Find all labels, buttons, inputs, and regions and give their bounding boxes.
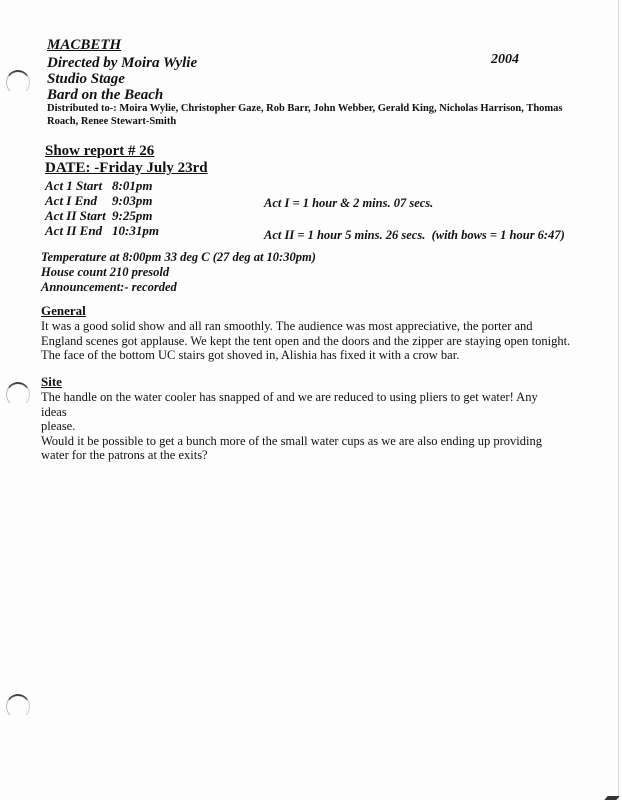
time-label: Act 1 Start [45, 178, 103, 193]
time-value: 9:03pm [112, 193, 153, 208]
house-count: House count 210 presold [41, 265, 170, 279]
act1-duration: Act I = 1 hour & 2 mins. 07 secs. [264, 196, 434, 210]
director-line: Directed by Moira Wylie [47, 55, 198, 71]
show-info [41, 250, 316, 295]
general-section [41, 303, 601, 363]
time-value: 8:01pm [112, 178, 153, 193]
body-line: The handle on the water cooler has snapped of and we are reduced to using pliers to get water! Any ideas [41, 390, 538, 419]
time-value: 9:25pm [112, 208, 153, 223]
time-row [45, 208, 159, 223]
body-line: please. [41, 419, 76, 433]
distribution-list: Distributed to-: Moira Wylie, Christopher Gaze, Rob Barr, John Webber, Gerald King, Nicholas Harrison, Thomas Roach, Renee Stewart-Smith [47, 103, 563, 127]
section-heading: Site [41, 374, 62, 389]
time-row [45, 178, 159, 193]
body-line: water for the patrons at the exits? [41, 448, 208, 462]
festival-line: Bard on the Beach [47, 87, 164, 103]
page-edge [618, 0, 619, 800]
time-value: 10:31pm [112, 223, 159, 238]
section-heading: General [41, 303, 86, 318]
temperature: Temperature at 8:00pm 33 deg C (27 deg at 10:30pm) [41, 250, 316, 264]
body-line: Would it be possible to get a bunch more of the small water cups as we are also ending up providing [41, 433, 542, 448]
act2-duration: Act II = 1 hour 5 mins. 26 secs. (with bows = 1 hour 6:47) [264, 228, 565, 242]
year: 2004 [491, 52, 519, 67]
site-section [41, 374, 561, 463]
hole-punch-mark [6, 694, 30, 719]
time-label: Act II Start [45, 208, 106, 223]
report-date: DATE: -Friday July 23rd [45, 160, 208, 176]
time-row [45, 193, 159, 208]
hole-punch-mark [6, 382, 30, 407]
body-line: It was a good solid show and all ran smoothly. The audience was most appreciative, the porter and [41, 319, 533, 333]
time-label: Act I End [45, 193, 98, 208]
section-body [41, 390, 561, 463]
report-number: Show report # 26 [45, 143, 155, 159]
body-line: England scenes got applause. We kept the tent open and the doors and the zipper are staying open tonight. [41, 333, 571, 348]
play-title: MACBETH [47, 37, 122, 53]
time-label: Act II End [45, 223, 103, 238]
announcement: Announcement:- recorded [41, 280, 177, 294]
body-line: The face of the bottom UC stairs got shoved in, Alishia has fixed it with a crow bar. [41, 348, 460, 362]
section-body [41, 319, 601, 363]
hole-punch-mark [6, 70, 30, 95]
time-row [45, 223, 159, 238]
act-times-table [45, 178, 159, 238]
venue-line: Studio Stage [47, 71, 125, 87]
